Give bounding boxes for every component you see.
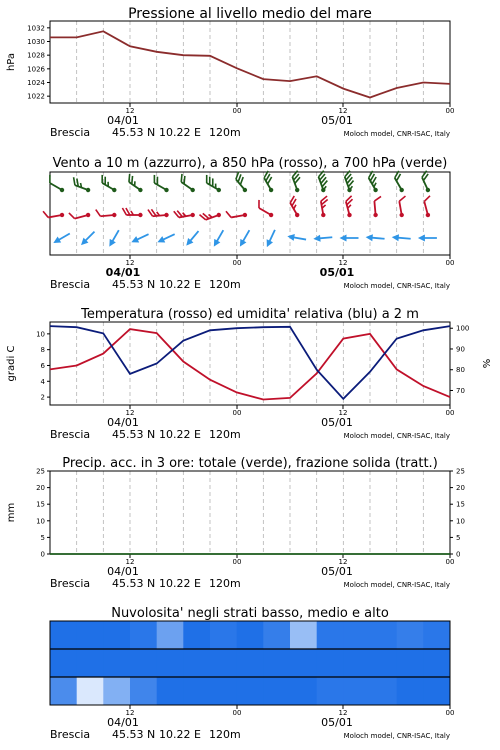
time-tick-label: 12 (338, 709, 348, 717)
wind-barb (396, 196, 409, 217)
location-elevation: 120m (209, 278, 241, 291)
y-tick-label: 1032 (27, 24, 45, 33)
time-tick-label: 00 (445, 709, 455, 717)
wind-barb (372, 196, 383, 217)
cloud-cell (397, 649, 424, 677)
wind-barb (391, 234, 411, 243)
cloud-cell (397, 677, 424, 705)
cloud-cell (397, 621, 424, 649)
cloud-cell (157, 677, 184, 705)
y-tick-label: 6 (40, 361, 45, 370)
wind-barb-base (347, 212, 352, 217)
time-tick-label: 00 (445, 558, 455, 566)
cloud-cell (50, 621, 77, 649)
location-city: Brescia (50, 126, 91, 139)
y-axis-label-pressure: hPa (6, 52, 17, 72)
wind-barb (365, 171, 383, 193)
wind-barb-flag (374, 196, 381, 201)
chart-title-precipitation: Precip. acc. in 3 ore: totale (verde), frazione solida (tratt.) (62, 456, 438, 471)
cloud-cell (423, 621, 450, 649)
wind-barb (199, 208, 221, 224)
y-tick-label-right: 100 (456, 324, 470, 333)
wind-barb (96, 208, 117, 219)
time-tick-label: 12 (338, 259, 348, 267)
cloud-cell (237, 649, 264, 677)
y-tick-label-right: 15 (456, 500, 465, 509)
wind-barb (150, 175, 172, 193)
wind-barb (287, 233, 307, 243)
cloud-cell (290, 677, 317, 705)
cloud-cell (317, 649, 344, 677)
cloud-cell (263, 677, 290, 705)
date-label: 04/01 (107, 716, 139, 729)
y-tick-label-right: 0 (456, 550, 461, 559)
model-credit: Moloch model, CNR-ISAC, Italy (343, 732, 450, 740)
wind-barb (148, 208, 169, 219)
cloud-cell (423, 677, 450, 705)
cloud-cell (183, 621, 210, 649)
wind-barb-base (164, 213, 169, 218)
location-lon: 10.22 E (159, 577, 201, 590)
wind-arrow-head (106, 239, 116, 249)
location-city: Brescia (50, 728, 91, 741)
y-tick-label: 20 (36, 484, 45, 493)
wind-barb (177, 174, 199, 193)
wind-barb (254, 200, 276, 218)
time-tick-label: 00 (232, 107, 242, 115)
location-lat: 45.53 N (112, 126, 156, 139)
y-axis-label-temperature: gradi C (6, 345, 17, 382)
cloud-cell (317, 621, 344, 649)
y-tick-label: 1024 (27, 79, 45, 87)
wind-barb (260, 171, 278, 193)
cloud-cell (343, 677, 370, 705)
time-tick-label: 12 (125, 107, 135, 115)
wind-barb (289, 171, 305, 193)
wind-arrow-head (391, 234, 399, 242)
time-tick-label: 00 (232, 409, 242, 417)
y-tick-label: 5 (40, 533, 45, 542)
y-tick-label: 1022 (27, 92, 45, 101)
wind-barb-base (373, 213, 378, 218)
y-tick-label-right: 70 (456, 386, 465, 395)
y-tick-label: 2 (40, 393, 45, 402)
cloud-cell (210, 621, 237, 649)
cloud-cell (77, 677, 104, 705)
time-tick-label: 12 (338, 558, 348, 566)
wind-barb (313, 234, 333, 243)
wind-barb (232, 172, 252, 193)
wind-barb (106, 228, 122, 248)
location-lon: 10.22 E (159, 728, 201, 741)
location-lon: 10.22 E (159, 428, 201, 441)
wind-barb-flag (46, 175, 53, 183)
wind-barb-base (112, 213, 117, 218)
chart-title-wind: Vento a 10 m (azzurro), a 850 hPa (rosso), a 700 hPa (verde) (52, 156, 448, 171)
y-tick-label: 15 (36, 500, 45, 509)
location-lon: 10.22 E (159, 278, 201, 291)
wind-arrow-head (52, 236, 62, 246)
cloud-cell (103, 621, 130, 649)
wind-barb (43, 208, 64, 221)
time-tick-label: 12 (338, 409, 348, 417)
wind-barb (45, 175, 67, 193)
wind-arrow-head (264, 239, 273, 248)
y-axis-label-precipitation: mm (6, 502, 17, 523)
cloud-cell (210, 677, 237, 705)
wind-barb (69, 208, 91, 222)
time-tick-label: 12 (125, 409, 135, 417)
wind-barb-flag (423, 196, 431, 202)
cloud-cell (237, 621, 264, 649)
time-tick-label: 00 (445, 259, 455, 267)
wind-barb (202, 175, 224, 193)
cloud-cell (290, 621, 317, 649)
time-tick-label: 00 (232, 709, 242, 717)
time-tick-label: 00 (232, 259, 242, 267)
wind-barb (98, 175, 120, 193)
y-tick-label: 25 (36, 467, 45, 476)
wind-arrow-head (237, 239, 247, 249)
wind-barb (237, 228, 253, 248)
wind-barb-flag (226, 211, 231, 219)
date-label: 05/01 (321, 716, 353, 729)
date-label: 04/01 (105, 266, 141, 279)
time-tick-label: 12 (125, 259, 135, 267)
y-tick-label: 10 (36, 517, 45, 526)
y-tick-label-right: 80 (456, 366, 465, 375)
y-tick-label: 1026 (27, 65, 45, 74)
wind-barb-base (85, 187, 91, 193)
wind-arrow-head (418, 235, 425, 242)
y-tick-label: 1028 (27, 51, 45, 60)
wind-barb-base (59, 212, 64, 217)
y-tick-label-right: 90 (456, 345, 465, 354)
location-lon: 10.22 E (159, 126, 201, 139)
date-label: 04/01 (107, 114, 139, 127)
wind-barb (124, 174, 146, 193)
wind-barb (315, 171, 331, 193)
wind-barb (340, 235, 359, 242)
wind-barb (70, 177, 92, 193)
pressure-line (50, 31, 450, 97)
wind-barb (343, 196, 357, 218)
model-credit: Moloch model, CNR-ISAC, Italy (343, 432, 450, 440)
chart-title-clouds: Nuvolosita' negli strati basso, medio e alto (111, 606, 389, 621)
time-tick-label: 12 (125, 558, 135, 566)
y-tick-label-right: 10 (456, 517, 465, 526)
wind-barb-base (425, 212, 430, 217)
wind-barb-flag (96, 209, 101, 216)
wind-barb-base (216, 212, 222, 218)
cloud-cell (183, 677, 210, 705)
location-city: Brescia (50, 278, 91, 291)
wind-barb (156, 231, 176, 245)
wind-barb (52, 230, 72, 246)
date-label: 05/01 (321, 565, 353, 578)
wind-barb-base (138, 213, 142, 217)
location-lat: 45.53 N (112, 428, 156, 441)
wind-barb (286, 196, 304, 218)
cloud-cell (130, 677, 157, 705)
location-lat: 45.53 N (112, 728, 156, 741)
y-tick-label: 1030 (27, 38, 45, 46)
y-tick-label-right: 25 (456, 467, 465, 476)
cloud-cell (103, 677, 130, 705)
date-label: 04/01 (107, 416, 139, 429)
cloud-cell (77, 621, 104, 649)
cloud-cell (370, 649, 397, 677)
cloud-cell (183, 649, 210, 677)
y-tick-label: 10 (36, 330, 45, 339)
wind-barb (79, 229, 97, 247)
wind-arrow-head (287, 233, 295, 241)
cloud-cell (103, 649, 130, 677)
wind-barb-flag (399, 196, 407, 201)
y-tick-label-right: 20 (456, 484, 465, 493)
cloud-cell (157, 621, 184, 649)
wind-barb-flag (256, 200, 263, 208)
cloud-cell (370, 621, 397, 649)
date-label: 04/01 (107, 565, 139, 578)
cloud-cell (263, 621, 290, 649)
wind-barb-base (321, 212, 326, 217)
location-city: Brescia (50, 577, 91, 590)
time-tick-label: 12 (125, 709, 135, 717)
chart-title-temperature: Temperatura (rosso) ed umidita' relativa (blu) a 2 m (81, 307, 419, 322)
cloud-cell (237, 677, 264, 705)
time-tick-label: 00 (445, 409, 455, 417)
cloud-cell (263, 649, 290, 677)
cloud-cell (343, 649, 370, 677)
cloud-cell (370, 677, 397, 705)
wind-barb (365, 234, 385, 243)
wind-barb (211, 228, 227, 248)
y-tick-label: 4 (40, 377, 45, 386)
location-lat: 45.53 N (112, 577, 156, 590)
y-tick-label: 0 (40, 550, 45, 559)
wind-barb (318, 196, 331, 217)
y-tick-label: 8 (40, 346, 45, 355)
wind-arrow-head (156, 236, 165, 245)
wind-barb-base (85, 212, 90, 217)
cloud-cell (343, 621, 370, 649)
model-credit: Moloch model, CNR-ISAC, Italy (343, 581, 450, 589)
cloud-cell (50, 649, 77, 677)
time-tick-label: 00 (232, 558, 242, 566)
plot-frame (50, 471, 450, 554)
location-city: Brescia (50, 428, 91, 441)
chart-title-pressure: Pressione al livello medio del mare (128, 6, 372, 22)
model-credit: Moloch model, CNR-ISAC, Italy (343, 130, 450, 138)
location-elevation: 120m (209, 577, 241, 590)
wind-barb-base (294, 187, 300, 193)
wind-barb (418, 171, 435, 193)
date-label: 05/01 (321, 114, 353, 127)
temperature-line (50, 329, 450, 399)
date-label: 05/01 (319, 266, 355, 279)
cloud-cell (290, 649, 317, 677)
wind-barb-base (399, 212, 404, 217)
wind-arrow-head (365, 234, 373, 242)
date-label: 05/01 (321, 416, 353, 429)
humidity-line (50, 326, 450, 399)
wind-barb-base (242, 212, 247, 217)
cloud-cell (423, 649, 450, 677)
y-tick-label-right: 5 (456, 533, 461, 542)
wind-barb (184, 229, 202, 248)
cloud-cell (50, 677, 77, 705)
wind-barb (391, 171, 409, 193)
wind-barb-flag (69, 212, 75, 220)
time-tick-label: 12 (338, 107, 348, 115)
cloud-cell (157, 649, 184, 677)
cloud-cell (130, 621, 157, 649)
cloud-cell (210, 649, 237, 677)
location-elevation: 120m (209, 728, 241, 741)
wind-barb-flag (43, 211, 48, 219)
location-elevation: 120m (209, 428, 241, 441)
time-tick-label: 00 (445, 107, 455, 115)
location-lat: 45.53 N (112, 278, 156, 291)
wind-barb (418, 235, 437, 242)
cloud-cell (77, 649, 104, 677)
wind-barb (130, 231, 150, 245)
location-elevation: 120m (209, 126, 241, 139)
wind-barb (122, 208, 142, 217)
wind-barb (264, 228, 278, 248)
wind-barb-base (190, 212, 195, 217)
wind-barb-base (425, 187, 431, 193)
y-axis-label-humidity: % (482, 358, 493, 369)
wind-arrow-head (130, 236, 139, 245)
cloud-cell (317, 677, 344, 705)
plot-frame (50, 322, 450, 405)
cloud-cell (130, 649, 157, 677)
wind-arrow-head (211, 239, 221, 249)
wind-barb (174, 208, 195, 221)
model-credit: Moloch model, CNR-ISAC, Italy (343, 282, 450, 290)
